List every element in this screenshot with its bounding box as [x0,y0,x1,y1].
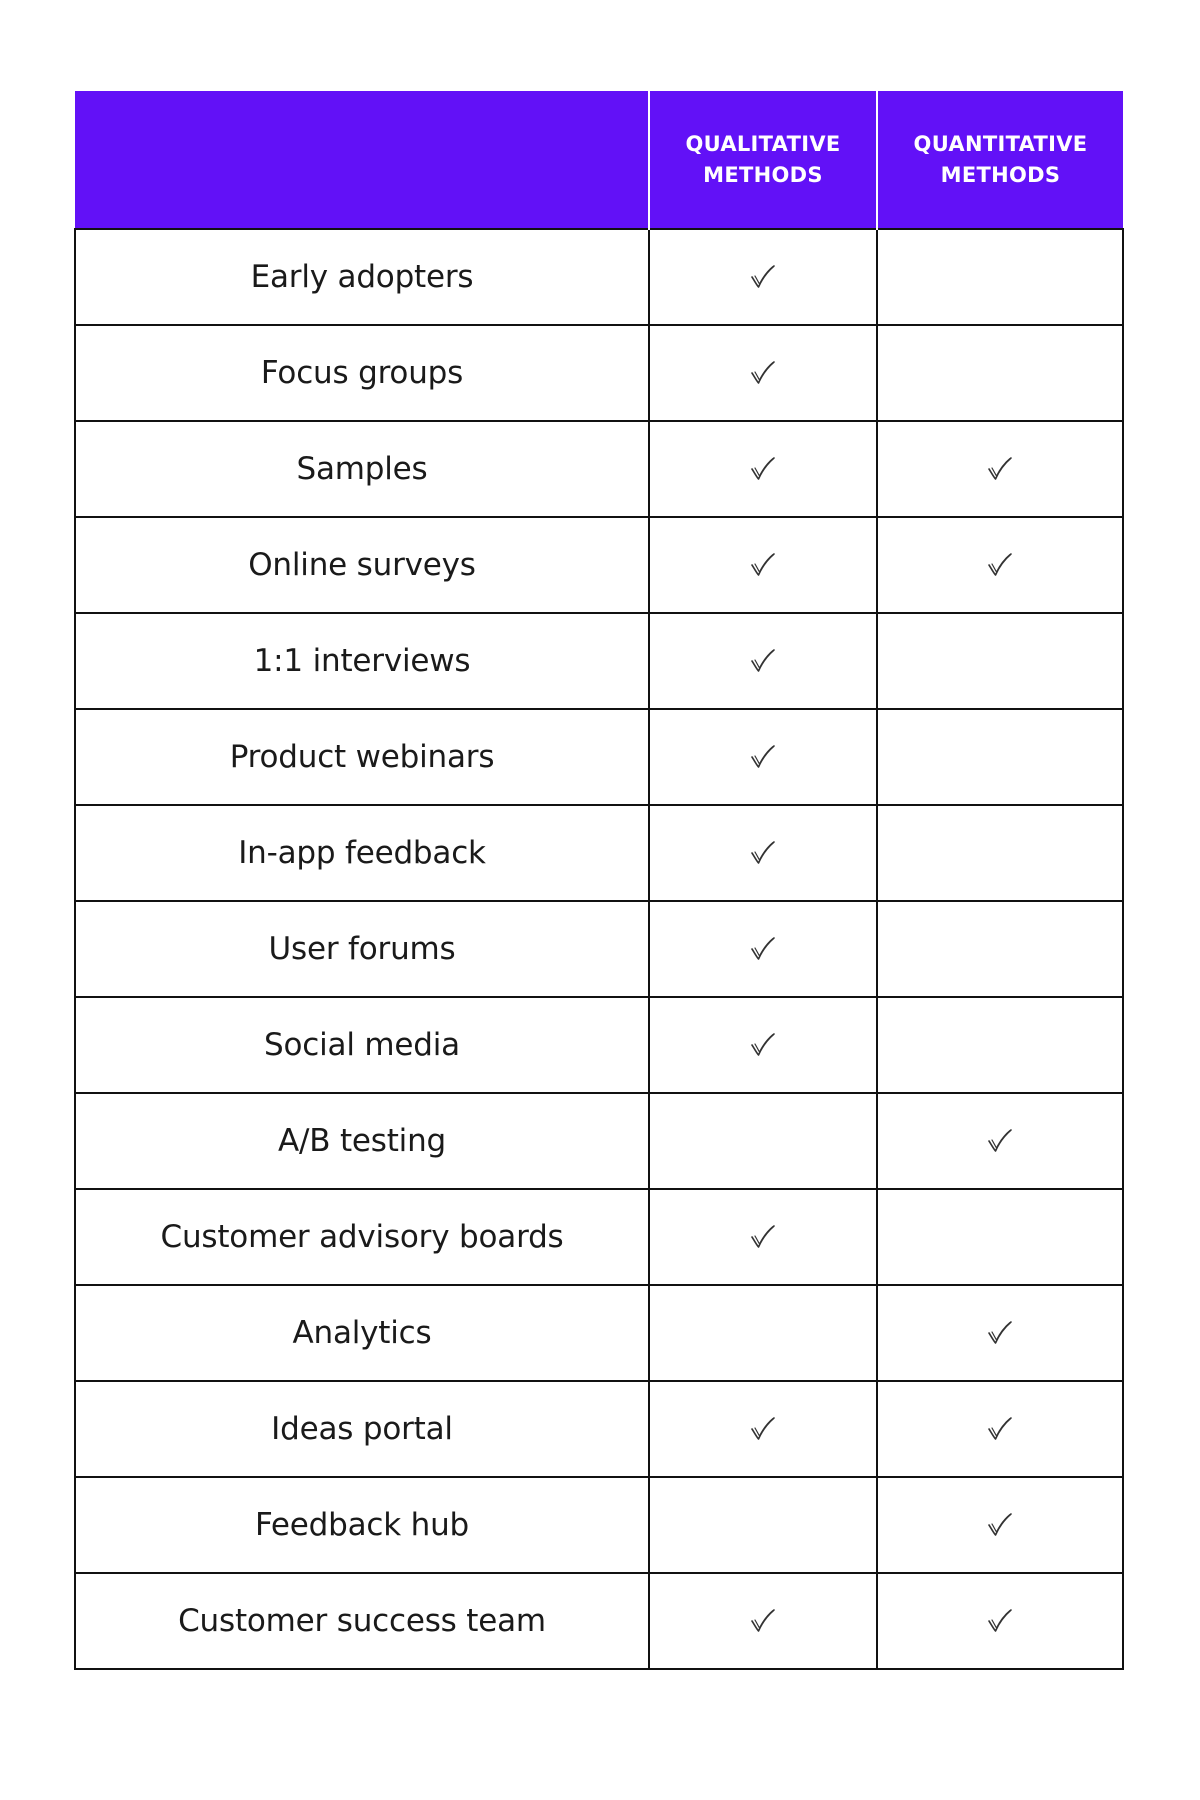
check-mark-icon [749,359,777,387]
header-qualitative-methods: QUALITATIVE METHODS [649,91,877,229]
quantitative-cell [877,325,1123,421]
check-mark-icon [749,1223,777,1251]
quantitative-cell [877,1477,1123,1573]
check-mark-icon [749,455,777,483]
table-row [75,805,1123,901]
method-label: 1:1 interviews [75,613,649,709]
table-row [75,1285,1123,1381]
method-label: In-app feedback [75,805,649,901]
table-row [75,613,1123,709]
quantitative-cell [877,229,1123,325]
method-label: Ideas portal [75,1381,649,1477]
qualitative-cell [649,421,877,517]
table-row [75,325,1123,421]
method-label: Social media [75,997,649,1093]
qualitative-cell [649,901,877,997]
check-mark-icon [986,1607,1014,1635]
comparison-table-container [74,91,1122,1670]
method-label: Online surveys [75,517,649,613]
check-mark-icon [749,743,777,771]
qualitative-cell [649,613,877,709]
table-row [75,517,1123,613]
method-label: Focus groups [75,325,649,421]
qualitative-cell [649,229,877,325]
table-row [75,421,1123,517]
check-mark-icon [986,1319,1014,1347]
table-row [75,901,1123,997]
quantitative-cell [877,517,1123,613]
check-mark-icon [749,935,777,963]
qualitative-cell [649,1573,877,1669]
qualitative-cell [649,997,877,1093]
header-row [75,91,1123,229]
qualitative-cell [649,805,877,901]
check-mark-icon [986,1127,1014,1155]
check-mark-icon [986,1511,1014,1539]
check-mark-icon [986,1415,1014,1443]
quantitative-cell [877,613,1123,709]
table-row [75,1093,1123,1189]
qualitative-cell [649,1093,877,1189]
table-row [75,997,1123,1093]
method-label: Feedback hub [75,1477,649,1573]
table-header [75,91,1123,229]
method-label: Early adopters [75,229,649,325]
check-mark-icon [986,551,1014,579]
quantitative-cell [877,1093,1123,1189]
method-label: A/B testing [75,1093,649,1189]
quantitative-cell [877,709,1123,805]
qualitative-cell [649,1285,877,1381]
method-label: User forums [75,901,649,997]
table-row [75,1573,1123,1669]
quantitative-cell [877,997,1123,1093]
method-label: Samples [75,421,649,517]
quantitative-cell [877,1285,1123,1381]
qualitative-cell [649,709,877,805]
method-label: Customer advisory boards [75,1189,649,1285]
method-label: Analytics [75,1285,649,1381]
quantitative-cell [877,1189,1123,1285]
quantitative-cell [877,1381,1123,1477]
qualitative-cell [649,325,877,421]
table-row [75,1189,1123,1285]
table-row [75,709,1123,805]
qualitative-cell [649,1189,877,1285]
qualitative-cell [649,1381,877,1477]
check-mark-icon [749,551,777,579]
method-label: Customer success team [75,1573,649,1669]
check-mark-icon [986,455,1014,483]
table-row [75,229,1123,325]
check-mark-icon [749,263,777,291]
qualitative-cell [649,517,877,613]
quantitative-cell [877,421,1123,517]
header-empty-cell [75,91,649,229]
quantitative-cell [877,1573,1123,1669]
table-row [75,1477,1123,1573]
method-label: Product webinars [75,709,649,805]
feedback-methods-table [74,91,1124,1670]
quantitative-cell [877,805,1123,901]
table-body [75,229,1123,1669]
check-mark-icon [749,1415,777,1443]
quantitative-cell [877,901,1123,997]
check-mark-icon [749,1031,777,1059]
check-mark-icon [749,1607,777,1635]
qualitative-cell [649,1477,877,1573]
check-mark-icon [749,839,777,867]
check-mark-icon [749,647,777,675]
table-row [75,1381,1123,1477]
header-quantitative-methods: QUANTITATIVE METHODS [877,91,1123,229]
